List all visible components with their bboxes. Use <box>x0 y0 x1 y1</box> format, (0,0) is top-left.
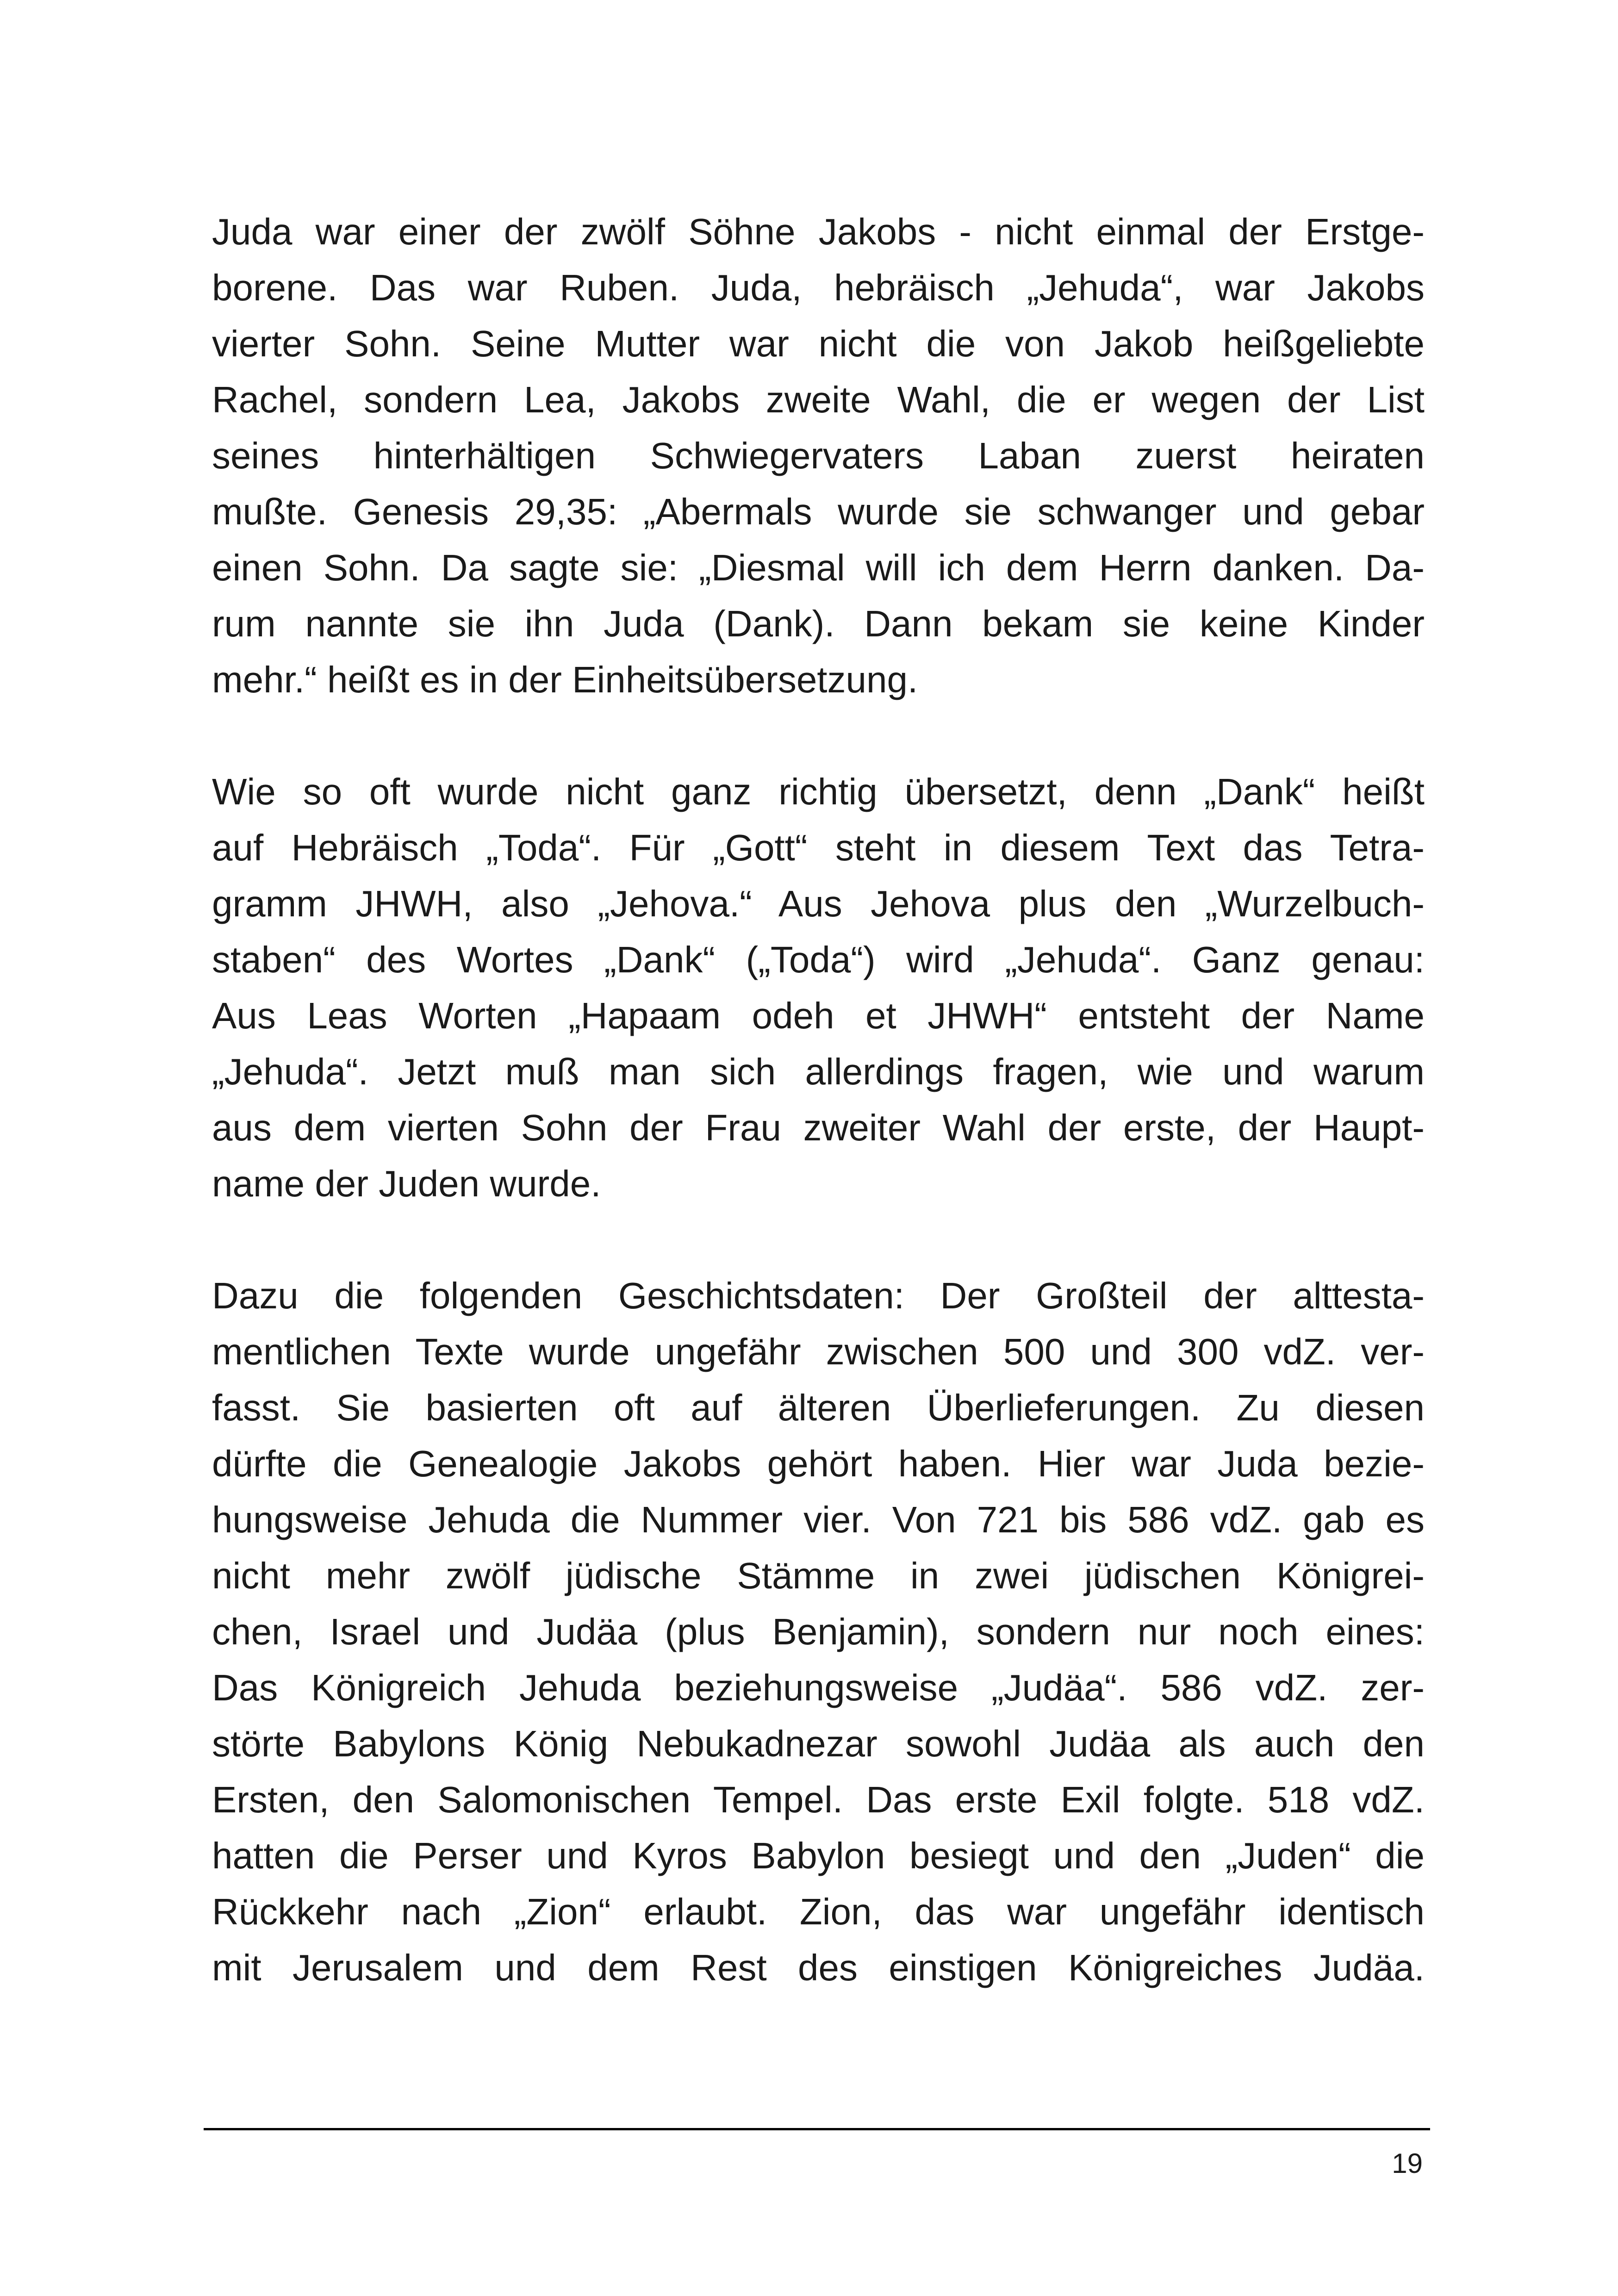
text-line: Rachel, sondern Lea, Jakobs zweite Wahl, die er wegen der List <box>212 379 1425 420</box>
text-line: mit Jerusalem und dem Rest des einstigen Königreiches Judäa. <box>212 1947 1425 1988</box>
text-line: fasst. Sie basierten oft auf älteren Überlieferungen. Zu diesen <box>212 1387 1425 1428</box>
text-line: auf Hebräisch „Toda“. Für „Gott“ steht in diesem Text das Tetra- <box>212 827 1425 868</box>
text-line: mentlichen Texte wurde ungefähr zwischen 500 und 300 vdZ. ver- <box>212 1331 1425 1372</box>
text-line: Ersten, den Salomonischen Tempel. Das erste Exil folgte. 518 vdZ. <box>212 1779 1425 1820</box>
text-line: störte Babylons König Nebukadnezar sowohl Judäa als auch den <box>212 1723 1425 1764</box>
text-line: borene. Das war Ruben. Juda, hebräisch „Jehuda“, war Jakobs <box>212 267 1425 308</box>
text-line: Wie so oft wurde nicht ganz richtig übersetzt, denn „Dank“ heißt <box>212 771 1425 812</box>
text-line: Dazu die folgenden Geschichtsdaten: Der Großteil der alttesta- <box>212 1275 1425 1316</box>
text-line: nicht mehr zwölf jüdische Stämme in zwei jüdischen Königrei- <box>212 1555 1425 1596</box>
text-line: vierter Sohn. Seine Mutter war nicht die von Jakob heißgeliebte <box>212 323 1425 364</box>
text-line: Das Königreich Jehuda beziehungsweise „Judäa“. 586 vdZ. zer- <box>212 1667 1425 1708</box>
text-line: dürfte die Genealogie Jakobs gehört haben. Hier war Juda bezie- <box>212 1443 1425 1484</box>
text-line: staben“ des Wortes „Dank“ („Toda“) wird „Jehuda“. Ganz genau: <box>212 939 1425 980</box>
paragraph-1 <box>212 204 1425 708</box>
paragraph-2 <box>212 764 1425 1212</box>
page-number: 19 <box>1392 2148 1423 2179</box>
text-line: aus dem vierten Sohn der Frau zweiter Wahl der erste, der Haupt- <box>212 1107 1425 1148</box>
text-line: hungsweise Jehuda die Nummer vier. Von 721 bis 586 vdZ. gab es <box>212 1499 1425 1540</box>
text-line: „Jehuda“. Jetzt muß man sich allerdings fragen, wie und warum <box>212 1051 1425 1092</box>
text-line: name der Juden wurde. <box>212 1163 601 1204</box>
text-line: einen Sohn. Da sagte sie: „Diesmal will ich dem Herrn danken. Da- <box>212 547 1425 588</box>
text-line: rum nannte sie ihn Juda (Dank). Dann bekam sie keine Kinder <box>212 603 1425 644</box>
paragraph-3 <box>212 1268 1425 1996</box>
text-line: Juda war einer der zwölf Söhne Jakobs - nicht einmal der Erstge- <box>212 211 1425 252</box>
text-line: Aus Leas Worten „Hapaam odeh et JHWH“ entsteht der Name <box>212 995 1425 1036</box>
text-line: seines hinterhältigen Schwiegervaters Laban zuerst heiraten <box>212 435 1425 476</box>
text-line: hatten die Perser und Kyros Babylon besiegt und den „Juden“ die <box>212 1835 1425 1876</box>
text-line: mehr.“ heißt es in der Einheitsübersetzung. <box>212 659 918 700</box>
text-line: chen, Israel und Judäa (plus Benjamin), sondern nur noch eines: <box>212 1611 1425 1652</box>
text-line: gramm JHWH, also „Jehova.“ Aus Jehova plus den „Wurzelbuch- <box>212 883 1425 924</box>
text-line: Rückkehr nach „Zion“ erlaubt. Zion, das war ungefähr identisch <box>212 1891 1425 1932</box>
text-line: mußte. Genesis 29,35: „Abermals wurde sie schwanger und gebar <box>212 491 1425 532</box>
footer-divider <box>204 2128 1430 2130</box>
body-text <box>212 204 1425 2052</box>
